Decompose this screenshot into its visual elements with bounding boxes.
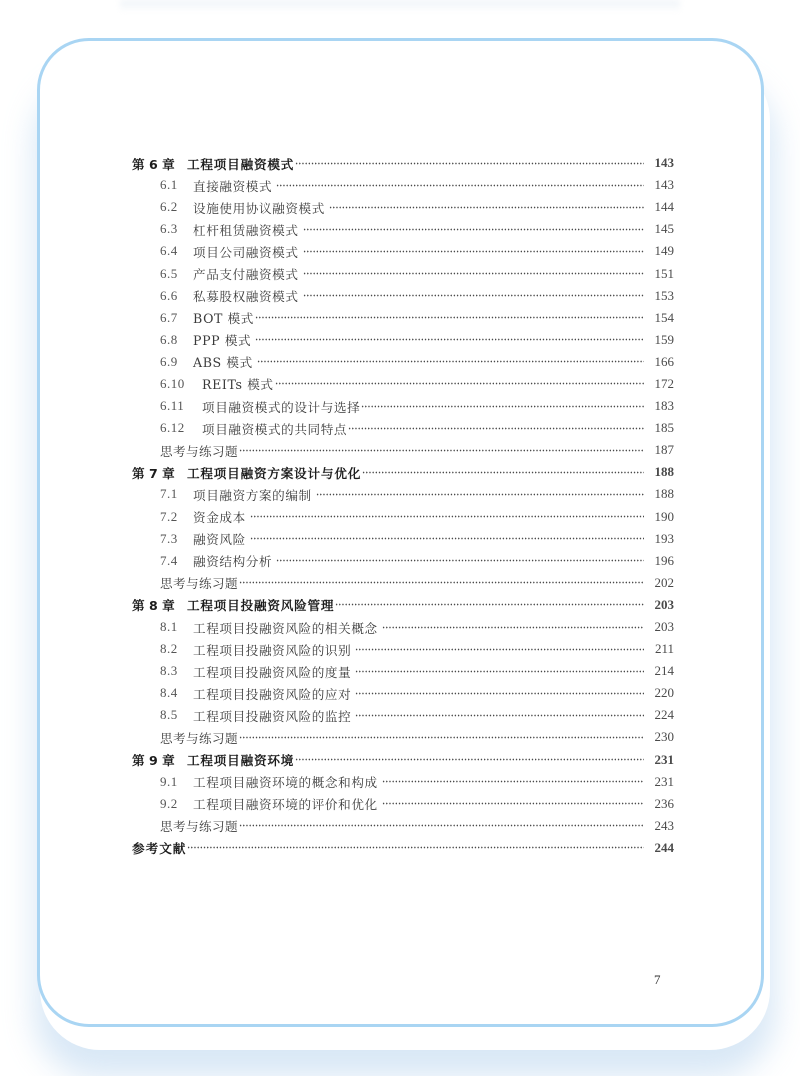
section-number: 9.2 [160,795,178,811]
toc-exercises-ch6[interactable] [132,439,674,461]
section-title: REITs 模式 [202,377,274,393]
page-ref: 143 [654,155,674,171]
toc-section-8-5[interactable] [132,704,674,726]
toc-chapter-9[interactable] [132,749,674,771]
section-number: 8.4 [160,685,178,701]
toc-section-6-8[interactable] [132,329,674,351]
section-number: 6.9 [160,353,178,369]
page-ref: 159 [654,331,674,347]
toc-section-6-5[interactable] [132,262,674,284]
page-ref: 172 [654,375,674,391]
dot-leader [275,380,644,388]
exercises-title: 思考与练习题 [160,819,238,835]
section-title: 产品支付融资模式 [193,267,299,283]
page-ref: 211 [654,641,674,657]
dot-leader [348,424,644,432]
dot-leader [239,579,644,587]
section-number: 6.2 [160,199,178,215]
section-title: 杠杆租赁融资模式 [193,222,299,238]
section-number: 8.5 [160,707,178,723]
toc-section-6-10[interactable] [132,373,674,395]
section-title: 工程项目投融资风险的度量 [193,664,352,680]
section-title: PPP 模式 [193,333,252,349]
dot-leader [255,336,644,344]
chapter-label: 第 7 章 [132,465,175,481]
dot-leader [295,159,644,167]
section-title: 项目融资模式的共同特点 [202,421,348,437]
exercises-title: 思考与练习题 [160,576,238,592]
dot-leader [355,711,644,719]
dot-leader [187,844,644,852]
dot-leader [276,181,644,189]
dot-leader [295,756,644,764]
section-number: 9.1 [160,773,178,789]
page-ref: 151 [654,265,674,281]
toc-exercises-ch9[interactable] [132,815,674,837]
dot-leader [250,513,644,521]
page-ref: 143 [654,177,674,193]
page-ref: 154 [654,309,674,325]
section-title: 项目融资方案的编制 [193,487,312,503]
page-ref: 183 [654,398,674,414]
page-ref: 220 [654,685,674,701]
section-title: 工程项目融资环境的概念和构成 [193,775,378,791]
section-title: 设施使用协议融资模式 [193,200,325,216]
page-ref: 149 [654,243,674,259]
toc-chapter-8[interactable] [132,594,674,616]
section-number: 8.1 [160,619,178,635]
section-title: 工程项目投融资风险的识别 [193,642,352,658]
toc-section-6-9[interactable] [132,351,674,373]
page-ref: 188 [654,486,674,502]
dot-leader [303,292,644,300]
section-number: 8.3 [160,663,178,679]
section-number: 6.6 [160,287,178,303]
section-number: 6.10 [160,375,185,391]
dot-leader [257,358,644,366]
page-ref: 185 [654,420,674,436]
dot-leader [335,601,644,609]
toc-section-8-4[interactable] [132,682,674,704]
chapter-label: 第 6 章 [132,156,175,172]
page-ref: 144 [654,199,674,215]
page-ref: 243 [654,817,674,833]
page-ref: 153 [654,287,674,303]
page-ref: 166 [654,353,674,369]
dot-leader [382,778,644,786]
section-number: 6.3 [160,221,178,237]
page-ref: 244 [654,839,674,855]
page-ref: 196 [654,552,674,568]
toc-exercises-ch7[interactable] [132,572,674,594]
dot-leader [250,535,644,543]
section-number: 8.2 [160,641,178,657]
section-title: 工程项目投融资风险的相关概念 [193,620,378,636]
dot-leader [329,203,644,211]
toc-section-7-3[interactable] [132,528,674,550]
page-ref: 188 [654,464,674,480]
exercises-title: 思考与练习题 [160,730,238,746]
section-title: 项目公司融资模式 [193,244,299,260]
section-number: 6.5 [160,265,178,281]
section-title: 资金成本 [193,510,246,526]
dot-leader [361,402,644,410]
toc-section-6-12[interactable] [132,417,674,439]
section-title: 直接融资模式 [193,178,273,194]
page-ref: 230 [654,729,674,745]
section-title: 融资结构分析 [193,554,273,570]
page-ref: 190 [654,508,674,524]
page-ref: 203 [654,619,674,635]
toc-chapter-7[interactable] [132,461,674,483]
section-title: 工程项目融资环境的评价和优化 [193,797,378,813]
dot-leader [355,645,644,653]
toc-section-9-2[interactable] [132,793,674,815]
section-number: 7.2 [160,508,178,524]
toc-section-6-1[interactable] [132,174,674,196]
section-number: 6.1 [160,177,178,193]
toc-section-6-7[interactable] [132,307,674,329]
section-title: 工程项目投融资风险的应对 [193,686,352,702]
chapter-title: 工程项目融资环境 [187,753,295,769]
dot-leader [255,314,644,322]
chapter-title: 工程项目融资方案设计与优化 [187,465,362,481]
page-ref: 236 [654,795,674,811]
chapter-label: 第 8 章 [132,598,175,614]
page-ref: 231 [654,773,674,789]
dot-leader [382,800,644,808]
dot-leader [303,225,644,233]
section-number: 6.8 [160,331,178,347]
dot-leader [239,733,644,741]
section-title: BOT 模式 [193,311,255,327]
chapter-title: 工程项目投融资风险管理 [187,598,335,614]
section-title: 融资风险 [193,532,246,548]
page-ref: 203 [654,596,674,612]
section-number: 6.7 [160,309,178,325]
section-title: 私募股权融资模式 [193,289,299,305]
toc-section-6-11[interactable] [132,395,674,417]
dot-leader [239,446,644,454]
toc-section-9-1[interactable] [132,771,674,793]
page-ref: 145 [654,221,674,237]
page-ref: 202 [654,574,674,590]
exercises-title: 思考与练习题 [160,443,238,459]
page-ref: 231 [654,751,674,767]
dot-leader [355,689,644,697]
section-title: 工程项目投融资风险的监控 [193,708,352,724]
chapter-title: 工程项目融资模式 [187,156,295,172]
section-number: 6.11 [160,398,185,414]
page-ref: 187 [654,442,674,458]
dot-leader [239,822,644,830]
toc-exercises-ch8[interactable] [132,726,674,748]
dot-leader [362,468,644,476]
chapter-label: 第 9 章 [132,753,175,769]
toc-chapter-6[interactable] [132,152,674,174]
section-number: 6.4 [160,243,178,259]
page-ref: 224 [654,707,674,723]
toc-section-6-2[interactable] [132,196,674,218]
section-number: 7.3 [160,530,178,546]
toc-section-7-1[interactable] [132,483,674,505]
toc-section-7-4[interactable] [132,550,674,572]
toc-references[interactable] [132,837,674,859]
toc-section-8-2[interactable] [132,638,674,660]
dot-leader [316,490,644,498]
top-edge-fade [120,0,680,12]
section-number: 6.12 [160,420,185,436]
toc-section-6-6[interactable] [132,285,674,307]
section-number: 7.1 [160,486,178,502]
toc-section-6-3[interactable] [132,218,674,240]
dot-leader [382,623,644,631]
toc-section-6-4[interactable] [132,240,674,262]
toc-section-8-1[interactable] [132,616,674,638]
page-ref: 214 [654,663,674,679]
dot-leader [303,270,644,278]
table-of-contents [132,152,674,859]
dot-leader [355,667,644,675]
toc-section-7-2[interactable] [132,506,674,528]
dot-leader [276,557,644,565]
references-title: 参考文献 [132,841,187,857]
section-title: 项目融资模式的设计与选择 [202,399,361,415]
dot-leader [303,247,644,255]
page-number: 7 [654,972,661,987]
section-title: ABS 模式 [193,355,253,371]
page-ref: 193 [654,530,674,546]
section-number: 7.4 [160,552,178,568]
toc-section-8-3[interactable] [132,660,674,682]
